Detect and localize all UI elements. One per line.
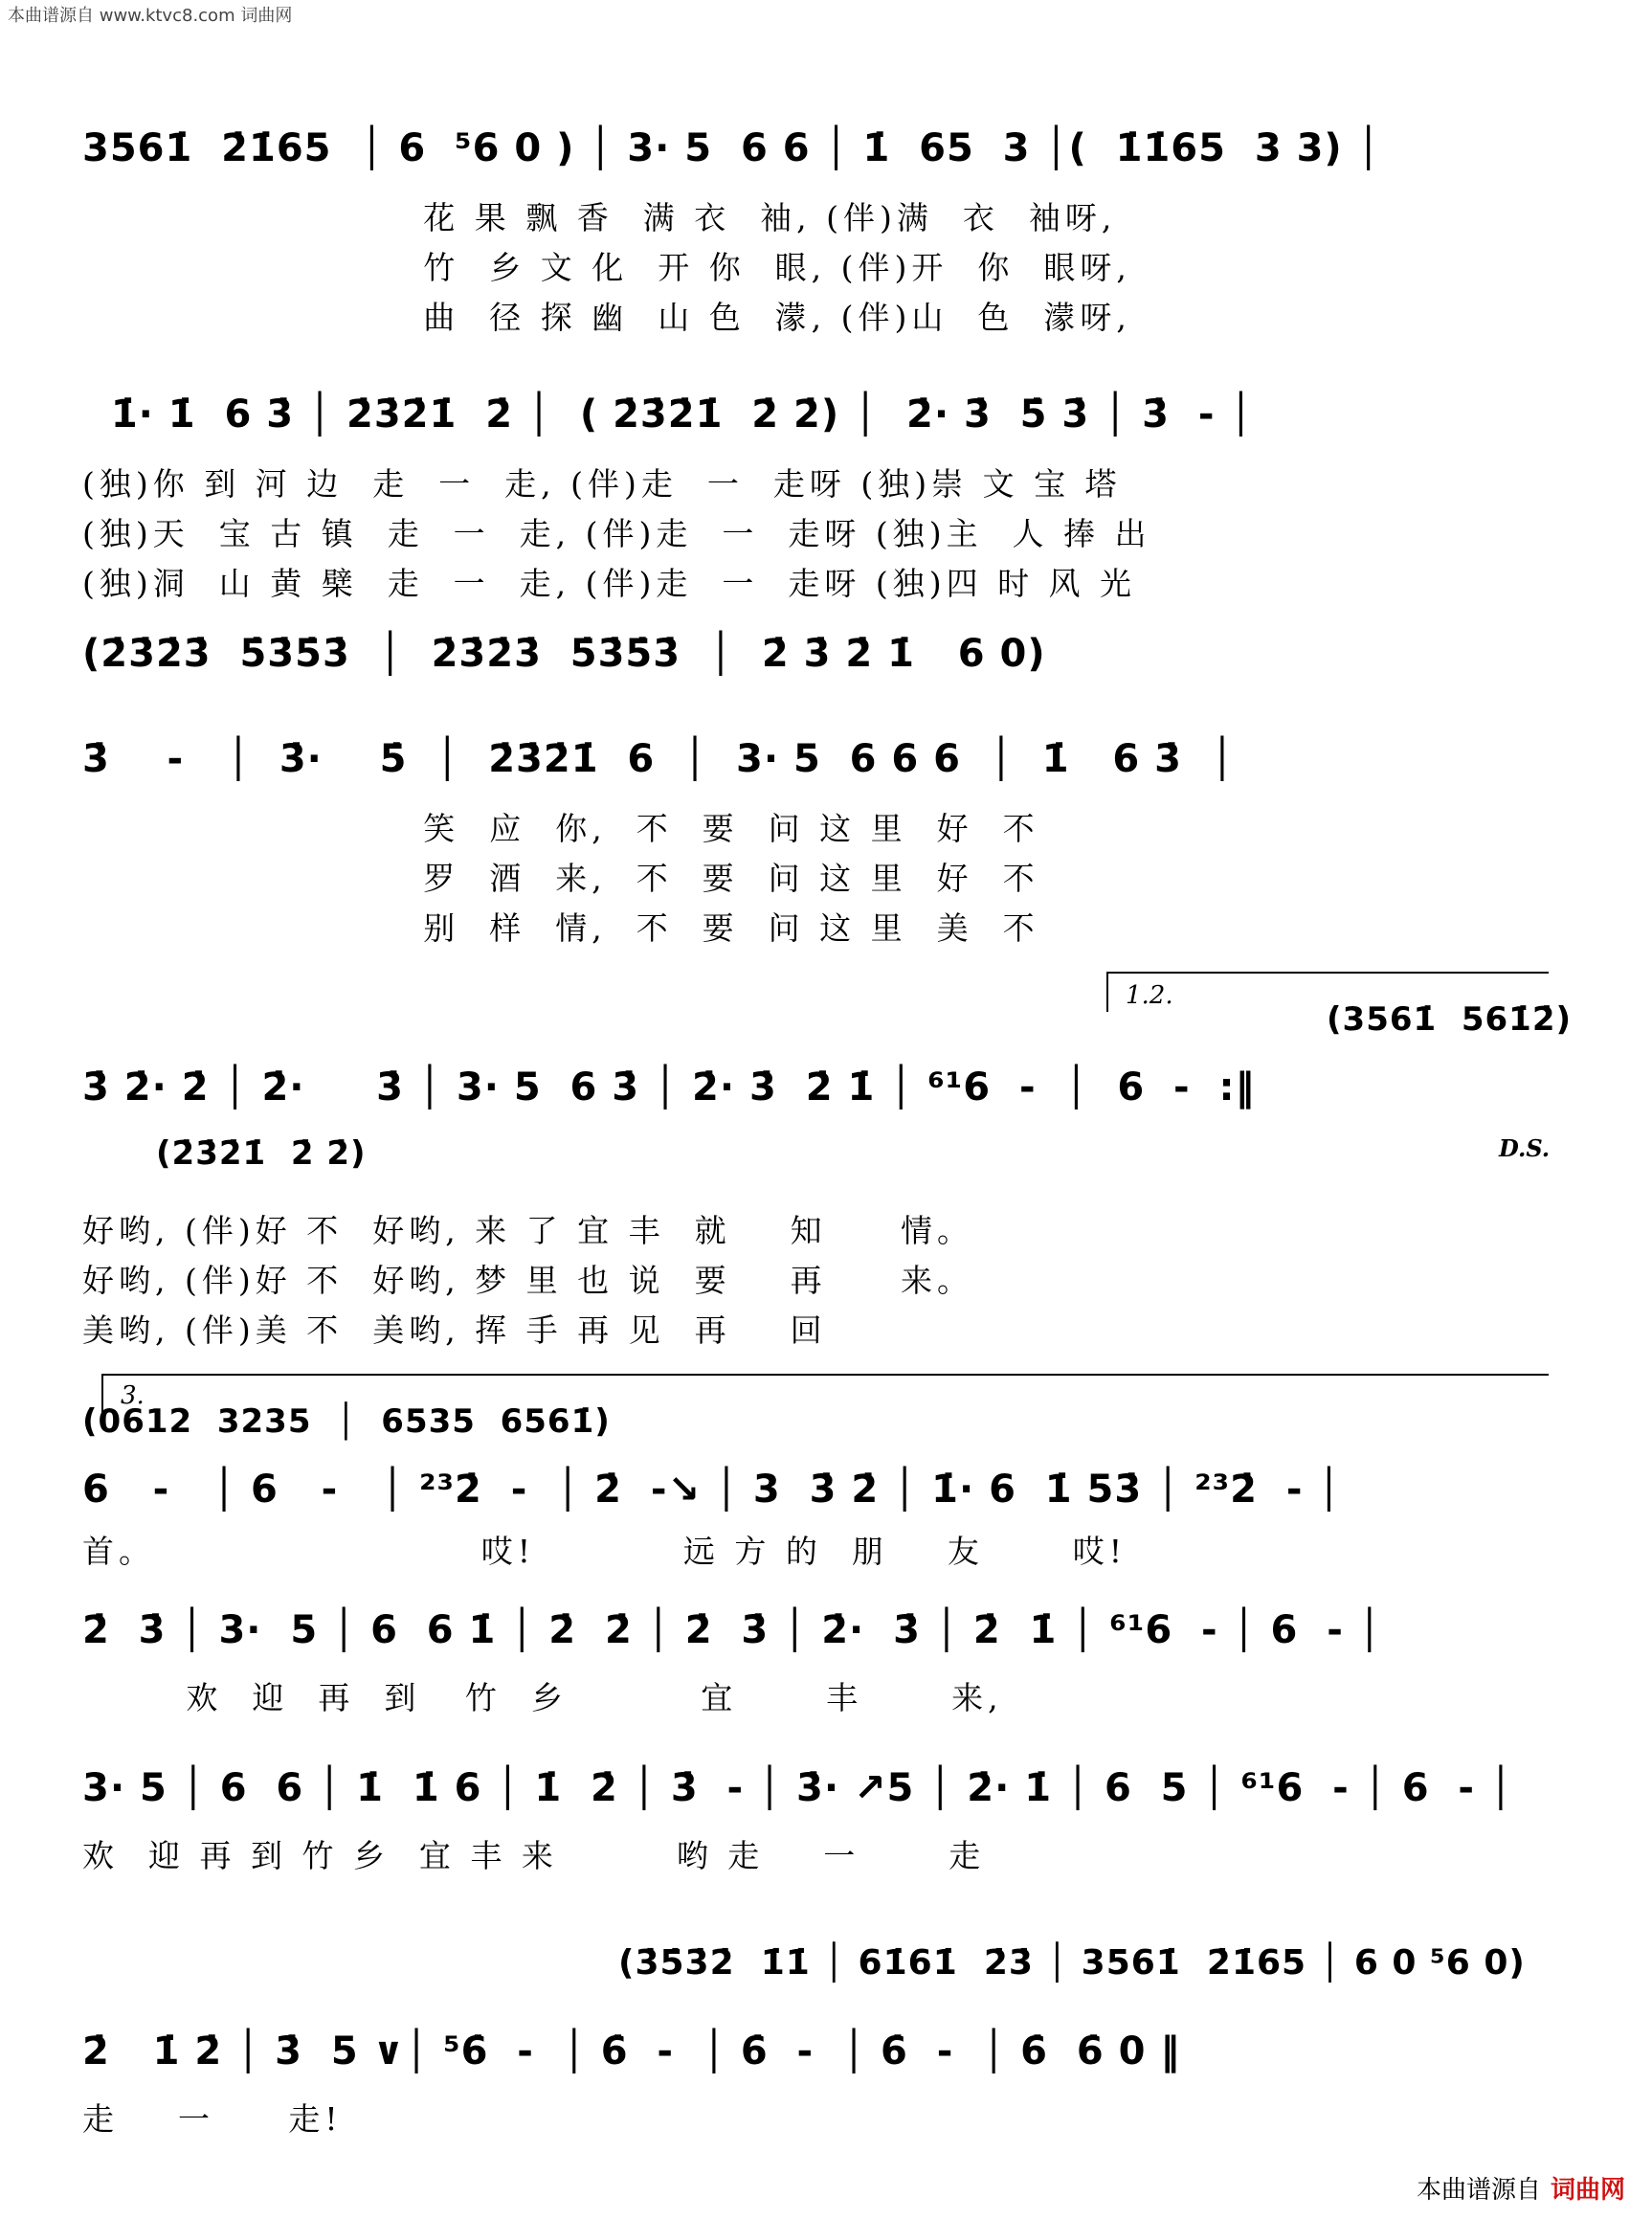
- footer-source-text: 本曲谱源自: [1416, 2176, 1541, 2205]
- dal-segno-mark: D.S.: [1499, 1134, 1551, 1162]
- lyric-verse-3: 美哟, (伴)美 不 美哟, 挥 手 再 见 再 回: [82, 1311, 827, 1349]
- accompaniment-line: (2̇3̇2̇3̇ 5̇3̇5̇3̇ │ 2̇3̇2̇3̇ 5̇3̇5̇3̇ │ 2̇ 3̇ 2̇ 1̇ 6 0): [82, 632, 1046, 676]
- lyric-line: 走 一 走!: [82, 2100, 343, 2138]
- accompaniment-line: (3̇5̇3̇2̇ 1̇1̇ │ 61̇61̇ 2̇3̇ │ 3561̇ 2̇1̇65 │ 6 0 ⁵6 0): [618, 1943, 1526, 1983]
- notation-line: 3̇ - │ 3̇· 5̇ │ 2̇3̇2̇1̇ 6 │ 3· 5 6 6 6 │ 1̇ 6 3̇ │: [82, 737, 1235, 781]
- notation-line: 3̇ 2̇· 2̇ │ 2̇· 3̇ │ 3· 5 6 3̇ │ 2̇· 3̇ 2̇ 1̇ │ ⁶¹6 - │ 6 - :‖: [82, 1065, 1256, 1110]
- lyric-verse-1: 笑 应 你, 不 要 问 这 里 好 不: [82, 810, 1039, 847]
- notation-line: 1̇· 1̇ 6 3̇ │ 2̇3̇2̇1̇ 2̇ │ ( 2̇3̇2̇1̇ 2̇ 2̇) │ 2̇· 3̇ 5̇ 3̇ │ 3̇ - │: [82, 392, 1254, 437]
- notation-line: 3· 5 │ 6 6 │ 1̇ 1̇ 6 │ 1̇ 2̇ │ 3̇ - │ 3̇· ↗5 │ 2̇· 1̇ │ 6 5 │ ⁶¹6 - │ 6 - │: [82, 1766, 1513, 1810]
- notation-line: 2̇ 1̇ 2̇ │ 3̇ 5 ∨│ ⁵6̇ - │ 6̇ - │ 6̇ - │ 6̇ - │ 6̇ 6̇ 0 ‖: [82, 2029, 1181, 2073]
- accompaniment-line: (0612 3235 │ 6535 6561̇): [82, 1402, 611, 1441]
- lyric-verse-3: 曲 径 探 幽 山 色 濛, (伴)山 色 濛呀,: [82, 299, 1131, 336]
- volta-label: 1.2.: [1126, 981, 1173, 1010]
- brand-logo[interactable]: 词曲网: [1550, 2176, 1625, 2205]
- lyric-verse-1: 好哟, (伴)好 不 好哟, 来 了 宜 丰 就 知 情。: [82, 1212, 974, 1249]
- lyric-verse-3: (独)洞 山 黄 檗 走 一 走, (伴)走 一 走呀 (独)四 时 风 光: [82, 565, 1137, 602]
- lyric-verse-2: 竹 乡 文 化 开 你 眼, (伴)开 你 眼呀,: [82, 249, 1131, 286]
- lyric-verse-1: 花 果 飘 香 满 衣 袖, (伴)满 衣 袖呀,: [82, 199, 1117, 236]
- source-footer: [1417, 2170, 1625, 2206]
- accompaniment-line: (2̇3̇2̇1̇ 2̇ 2̇): [82, 1134, 367, 1173]
- lyric-line: 欢 迎 再 到 竹 乡 宜 丰 来,: [82, 1679, 1003, 1716]
- lyric-verse-1: (独)你 到 河 边 走 一 走, (伴)走 一 走呀 (独)崇 文 宝 塔: [82, 465, 1122, 503]
- lyric-verse-3: 别 样 情, 不 要 问 这 里 美 不: [82, 909, 1039, 947]
- volta-label: 3.: [121, 1381, 145, 1410]
- notation-line: 6 - │ 6 - │ ²³2̇ - │ 2̇ -↘ │ 3 3̇ 2̇ │ 1̇· 6 1̇ 53̇ │ ²³2̇ - │: [82, 1468, 1342, 1512]
- lyric-verse-2: 好哟, (伴)好 不 好哟, 梦 里 也 说 要 再 来。: [82, 1262, 974, 1299]
- lyric-line: 欢 迎 再 到 竹 乡 宜 丰 来 哟 走 一 走: [82, 1837, 986, 1874]
- accompaniment-top-line: (3561̇ 561̇2̇): [1327, 1000, 1573, 1039]
- source-header: 本曲谱源自 www.ktvc8.com 词曲网: [8, 6, 293, 26]
- lyric-verse-2: (独)天 宝 古 镇 走 一 走, (伴)走 一 走呀 (独)主 人 捧 出: [82, 515, 1151, 552]
- notation-line: 2̇ 3̇ │ 3· 5 │ 6 6 1̇ │ 2̇ 2̇ │ 2̇ 3̇ │ 2̇· 3̇ │ 2̇ 1̇ │ ⁶¹6 - │ 6 - │: [82, 1608, 1382, 1652]
- lyric-verse-2: 罗 酒 来, 不 要 问 这 里 好 不: [82, 860, 1039, 897]
- notation-line: 3561̇ 2̇1̇65 │ 6 ⁵6 0 ) │ 3· 5 6 6 │ 1̇ 65 3 │( 1̇1̇65 3 3) │: [82, 126, 1381, 170]
- lyric-line: 首。 哎! 远 方 的 朋 友 哎!: [82, 1533, 1127, 1570]
